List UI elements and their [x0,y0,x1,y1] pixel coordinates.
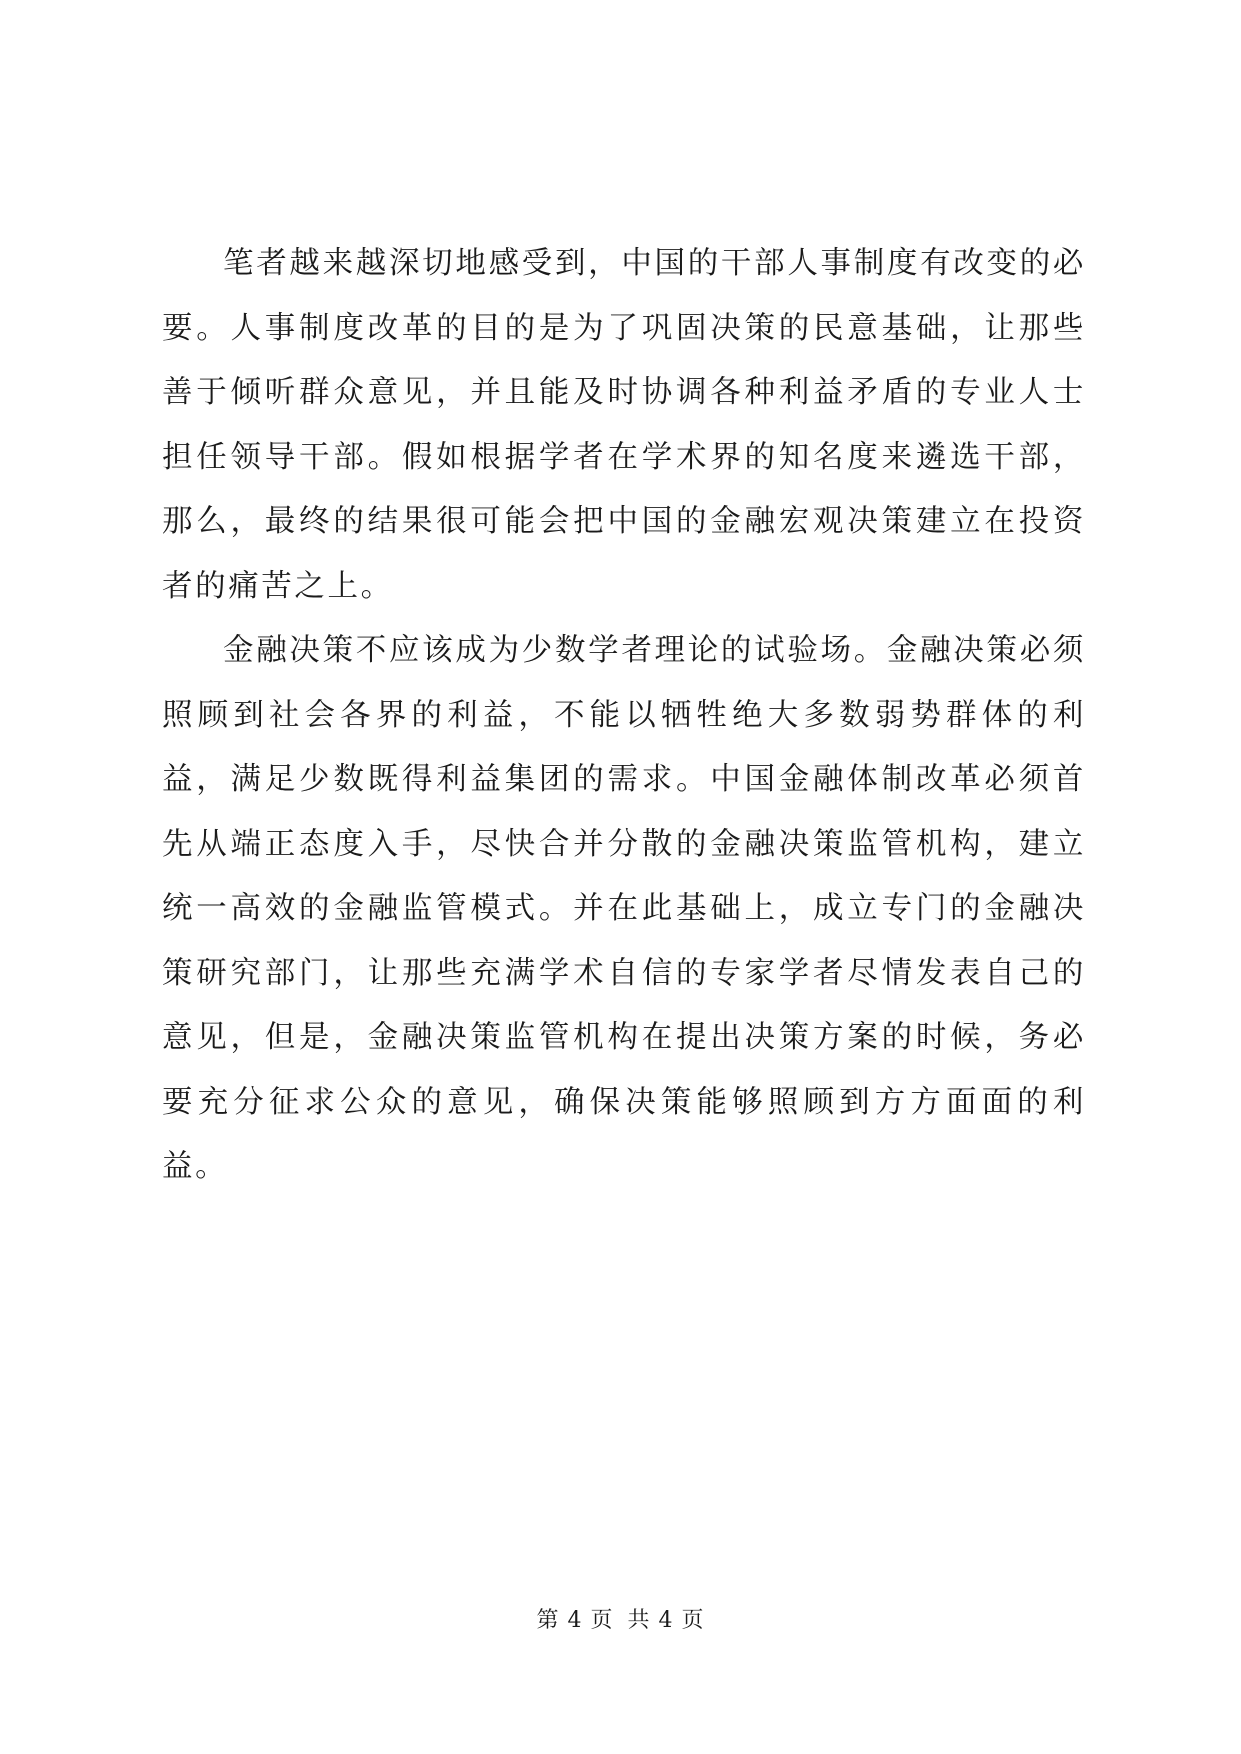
page-number: 第 4 页 [536,1608,614,1633]
document-body [162,232,1086,1200]
page-footer [0,1606,1241,1636]
page-total: 共 4 页 [627,1608,705,1633]
paragraph-2: 金融决策不应该成为少数学者理论的试验场。金融决策必须照顾到社会各界的利益，不能以牺牲绝大多数弱势群体的利益，满足少数既得利益集团的需求。中国金融体制改革必须首先从端正态度入手，尽快合并分散的金融决策监管机构，建立统一高效的金融监管模式。并在此基础上，成立专门的金融决策研究部门，让那些充满学术自信的专家学者尽情发表自己的意见，但是，金融决策监管机构在提出决策方案的时候，务必要充分征求公众的意见，确保决策能够照顾到方方面面的利益。 [162,633,1086,1184]
paragraph-1: 笔者越来越深切地感受到，中国的干部人事制度有改变的必要。人事制度改革的目的是为了巩固决策的民意基础，让那些善于倾听群众意见，并且能及时协调各种利益矛盾的专业人士担任领导干部。假如根据学者在学术界的知名度来遴选干部，那么，最终的结果很可能会把中国的金融宏观决策建立在投资者的痛苦之上。 [162,246,1086,604]
